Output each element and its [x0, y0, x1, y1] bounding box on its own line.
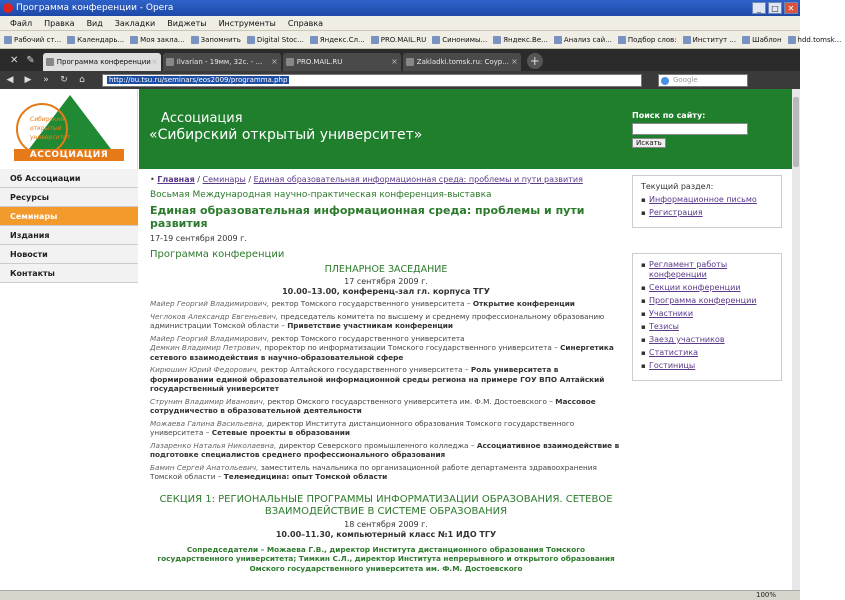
bookmark-item[interactable]: Подбор слов:	[616, 31, 681, 48]
current-section-links	[641, 195, 773, 218]
program-entry: Майер Георгий Владимирович, ректор Томского государственного университета Демкин Владимир Петрович, проректор по информатизации Томского государственного университета – Синергетика сетевого взаимодействия в научно-образовательной сфере	[150, 333, 614, 362]
list-item	[641, 208, 773, 218]
google-icon	[661, 77, 669, 85]
window-controls	[752, 2, 798, 14]
conference-links-box	[632, 253, 782, 381]
nav-about[interactable]: Об Ассоциации	[0, 169, 138, 188]
menu-tools[interactable]: Инструменты	[218, 19, 276, 28]
bookmark-icon	[247, 36, 255, 44]
nav-resources[interactable]: Ресурсы	[0, 188, 138, 207]
bookmark-item[interactable]: Яндекс.Ве...	[491, 31, 552, 48]
list-item	[641, 348, 773, 358]
link-statistics[interactable]: Статистика	[649, 348, 698, 357]
menu-bar	[0, 16, 800, 31]
bookmark-icon	[130, 36, 138, 44]
tab-conference-program[interactable]: Программа конференции ×	[43, 53, 161, 71]
star-icon	[683, 36, 691, 44]
breadcrumb-seminars[interactable]: Семинары	[202, 175, 246, 184]
program-entry: Чеглоков Александр Евгеньевич, председатель комитета по высшему и среднему профессиональному образованию администрации Томской области – Приветствие участникам конференции	[150, 311, 605, 330]
zoom-level[interactable]: 100%	[755, 591, 776, 599]
program-entry: Струнин Владимир Иванович, ректор Омского государственного университета им. Ф.М. Достоевского – Массовое сотрудничество в образовательной деятельности	[150, 396, 596, 415]
scrollbar-thumb[interactable]	[793, 97, 799, 167]
current-section-box	[632, 175, 782, 228]
wrench-icon[interactable]: ✎	[26, 54, 35, 66]
menu-view[interactable]: Вид	[86, 19, 103, 28]
conference-subtitle: Восьмая Международная научно-практическая конференция-выставка	[150, 190, 492, 200]
link-sections[interactable]: Секции конференции	[649, 283, 741, 292]
breadcrumb-current[interactable]: Единая образовательная информационная среда: проблемы и пути развития	[253, 175, 583, 184]
nav-seminars[interactable]: Семинары	[0, 207, 138, 226]
link-schedule[interactable]: Регламент работы конференции	[649, 260, 728, 279]
maximize-button[interactable]: □	[768, 2, 782, 14]
list-item	[641, 283, 773, 293]
program-heading: Программа конференции	[150, 249, 285, 260]
bookmark-icon	[618, 36, 626, 44]
page-viewport	[0, 89, 792, 590]
url-text: http://ou.tsu.ru/seminars/eos2009/programma.php	[109, 75, 288, 84]
bookmark-item[interactable]: Шаблон	[740, 31, 785, 48]
new-tab-button[interactable]: +	[527, 53, 543, 69]
link-abstracts[interactable]: Тезисы	[649, 322, 679, 331]
tab-pro-mail[interactable]: PRO.MAIL.RU ×	[283, 53, 401, 71]
menu-file[interactable]: Файл	[10, 19, 33, 28]
section1-heading: СЕКЦИЯ 1: РЕГИОНАЛЬНЫЕ ПРОГРАММЫ ИНФОРМАТИЗАЦИИ ОБРАЗОВАНИЯ. СЕТЕВОЕ ВЗАИМОДЕЙСТВИЕ В СИСТЕМЕ ОБРАЗОВАНИЯ	[159, 493, 613, 517]
star-icon	[432, 36, 440, 44]
bookmark-icon	[4, 36, 12, 44]
star-icon	[191, 36, 199, 44]
tools-icon[interactable]: ✕	[10, 54, 19, 66]
reload-icon[interactable]: ↻	[60, 75, 68, 85]
tab-tools	[4, 49, 41, 71]
link-info-letter[interactable]: Информационное письмо	[649, 195, 757, 204]
menu-bookmarks[interactable]: Закладки	[114, 19, 156, 28]
program-entry: Можаева Галина Васильевна, директор Института дистанционного образования Томского государственного университета – Сетевые проекты в образовании	[150, 418, 575, 437]
status-bar	[0, 590, 800, 600]
association-label: Ассоциация	[161, 111, 243, 126]
url-input[interactable]	[102, 74, 642, 87]
header-banner	[139, 89, 792, 169]
forward-icon[interactable]: ▶	[24, 75, 32, 85]
bookmark-item[interactable]: Институт ...	[681, 31, 741, 48]
page-icon	[46, 58, 54, 66]
plenary-heading: ПЛЕНАРНОЕ ЗАСЕДАНИЕ	[324, 264, 448, 275]
bookmark-icon	[67, 36, 75, 44]
breadcrumb-home[interactable]: Главная	[157, 175, 195, 184]
main-content	[150, 175, 622, 573]
bullet-icon: •	[150, 175, 158, 184]
vertical-scrollbar[interactable]	[792, 89, 800, 590]
site-logo[interactable]	[0, 89, 138, 169]
conference-dates: 17-19 сентября 2009 г.	[150, 234, 247, 243]
nav-news[interactable]: Новости	[0, 245, 138, 264]
link-arrival[interactable]: Заезд участников	[649, 335, 725, 344]
link-registration[interactable]: Регистрация	[649, 208, 703, 217]
list-item	[641, 335, 773, 345]
conference-title: Единая образовательная информационная среда: проблемы и пути развития	[150, 204, 585, 230]
list-item	[641, 309, 773, 319]
menu-widgets[interactable]: Виджеты	[167, 19, 207, 28]
bookmark-item[interactable]: PRO.MAIL.RU	[369, 31, 431, 48]
search-engine-input[interactable]: Google	[658, 74, 748, 87]
menu-edit[interactable]: Правка	[44, 19, 75, 28]
window-titlebar	[0, 0, 800, 16]
breadcrumb: • Главная / Семинары / Единая образовательная информационная среда: проблемы и пути развития	[150, 175, 583, 184]
site-search-button[interactable]: Искать	[632, 138, 666, 148]
star-icon	[742, 36, 750, 44]
current-section-heading: Текущий раздел:	[641, 182, 714, 191]
tab-zakladki[interactable]: Zakladki.tomsk.ru: Соур... ×	[403, 53, 521, 71]
site-search-label: Поиск по сайту:	[632, 111, 706, 120]
bookmarks-bar	[0, 31, 842, 49]
bookmark-item[interactable]: Яндекс.Сл...	[308, 31, 369, 48]
bookmark-icon	[788, 36, 796, 44]
link-hotels[interactable]: Гостиницы	[649, 361, 696, 370]
back-icon[interactable]: ◀	[6, 75, 14, 85]
close-button[interactable]: ✕	[784, 2, 798, 14]
bookmark-item[interactable]: Digital Stoc...	[245, 31, 308, 48]
program-entry: Лазаренко Наталья Николаевна, директор Северского промышленного колледжа – Ассоциативное взаимодействие в подготовке специалистов среднего профессионального образования	[150, 440, 620, 459]
bookmark-item[interactable]: Запомнить	[189, 31, 245, 48]
list-item	[641, 322, 773, 332]
bookmark-icon	[310, 36, 318, 44]
tab-close-icon[interactable]: ×	[151, 57, 158, 66]
program-entry: Кирюшин Юрий Федорович, ректор Алтайского государственного университета – Роль университета в формировании единой образовательной информационной среды региона на примере ГОУ ВПО Алтайский государственный университет	[150, 365, 605, 393]
nav-publications[interactable]: Издания	[0, 226, 138, 245]
link-participants[interactable]: Участники	[649, 309, 694, 318]
site-header	[0, 89, 792, 169]
logo-word: АССОЦИАЦИЯ	[14, 149, 124, 161]
association-name: «Сибирский открытый университет»	[149, 127, 423, 143]
section1-date: 18 сентября 2009 г.	[344, 519, 428, 529]
program-entry: Бамин Сергей Анатольевич, заместитель начальника по организационной работе департамента здравоохранения Томской области – Телемедицина: опыт Томской области	[150, 462, 597, 481]
fast-forward-icon[interactable]: »	[43, 75, 49, 85]
plenary-date: 17 сентября 2009 г.	[344, 277, 428, 286]
list-item	[641, 296, 773, 306]
tab-close-icon[interactable]: ×	[511, 57, 518, 66]
plenary-time: 10.00–13.00, конференц-зал гл. корпуса ТГУ	[282, 287, 490, 296]
bookmark-icon	[493, 36, 501, 44]
page-icon	[406, 58, 414, 66]
minimize-button[interactable]: _	[752, 2, 766, 14]
window-title: Программа конференции - Opera	[16, 3, 174, 13]
list-item	[641, 195, 773, 205]
bookmark-item[interactable]: hdd.tomsk...	[786, 31, 845, 48]
program-entry: Майер Георгий Владимирович, ректор Томского государственного университета – Открытие конференции	[150, 299, 575, 308]
site-search	[632, 111, 752, 148]
left-navigation	[0, 169, 138, 283]
link-program[interactable]: Программа конференции	[649, 296, 757, 305]
list-item	[641, 361, 773, 371]
bookmark-item[interactable]: Синонимы...	[430, 31, 491, 48]
tab-ilvarian[interactable]: Ilvarian - 19мм, 32с. - ... ×	[163, 53, 281, 71]
tab-bar	[0, 49, 800, 71]
page-icon	[286, 58, 294, 66]
address-bar	[0, 71, 800, 89]
section1-time: 10.00–11.30, компьютерный класс №1 ИДО ТГУ	[275, 529, 497, 539]
bookmark-icon	[371, 36, 379, 44]
section1-cochairs: Сопредседатели – Можаева Г.В., директор Института дистанционного образования Томского государственного университета; Тимкин С.Л., директор Института непрерывного и открытого образования Омского государственного университета им. Ф.М. Достоевского	[157, 544, 615, 573]
bookmark-item[interactable]: Рабочий ст...	[2, 31, 65, 48]
list-item	[641, 260, 773, 280]
tab-close-icon[interactable]: ×	[271, 57, 278, 66]
site-search-input[interactable]	[632, 123, 748, 135]
conference-links	[641, 260, 773, 371]
bookmark-item[interactable]: Календарь...	[65, 31, 128, 48]
menu-help[interactable]: Справка	[287, 19, 324, 28]
opera-icon	[3, 3, 13, 13]
nav-contacts[interactable]: Контакты	[0, 264, 138, 283]
page-icon	[166, 58, 174, 66]
home-icon[interactable]: ⌂	[79, 75, 85, 85]
tab-close-icon[interactable]: ×	[391, 57, 398, 66]
logo-text-lines: Сибирский открытый университет	[30, 116, 71, 141]
bookmark-item[interactable]: Моя закла...	[128, 31, 188, 48]
bookmark-item[interactable]: Анализ сай...	[552, 31, 616, 48]
bookmark-icon	[554, 36, 562, 44]
